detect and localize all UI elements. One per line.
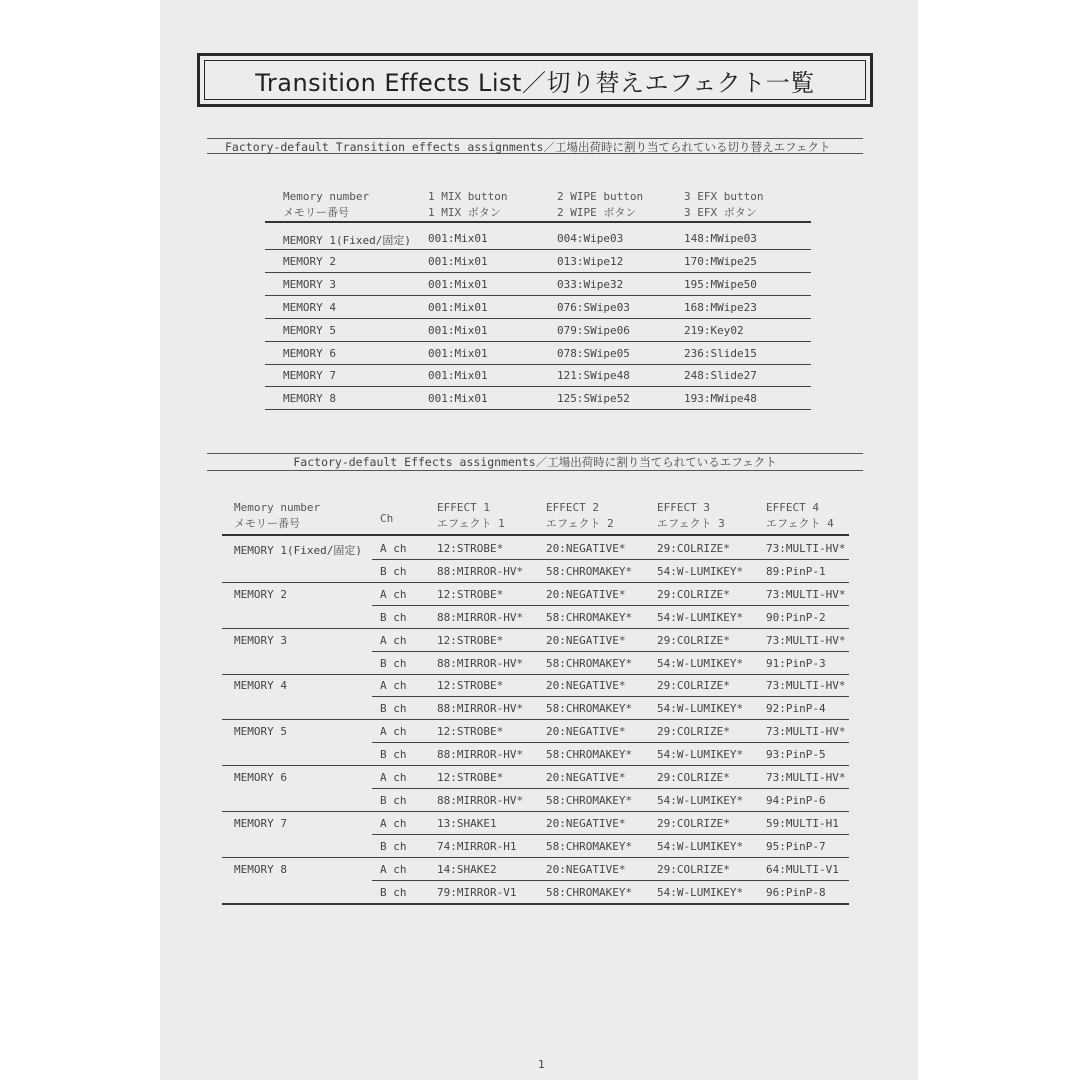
channel-label: B ch: [380, 656, 407, 670]
effect-cell: 001:Mix01: [428, 346, 488, 360]
row-divider: [265, 249, 811, 250]
effect-cell: 64:MULTI-V1: [766, 862, 839, 876]
effect-cell: 93:PinP-5: [766, 748, 826, 762]
column-header-en: EFFECT 1: [437, 501, 490, 514]
effect-cell: 73:MULTI-HV*: [766, 725, 846, 739]
effect-cell: 004:Wipe03: [557, 232, 624, 245]
channel-label: A ch: [380, 542, 407, 555]
column-header-en: 3 EFX button: [684, 190, 764, 203]
effect-cell: 29:COLRIZE*: [657, 771, 730, 784]
effect-cell: 88:MIRROR-HV*: [437, 702, 524, 716]
channel-label: A ch: [380, 862, 407, 876]
effect-cell: 94:PinP-6: [766, 794, 826, 807]
effect-cell: 13:SHAKE1: [437, 816, 497, 830]
effect-cell: 013:Wipe12: [557, 254, 624, 268]
column-header-en: Ch: [380, 512, 394, 525]
effect-cell: 73:MULTI-HV*: [766, 679, 846, 693]
document-page: [160, 0, 918, 1080]
effect-cell: 12:STROBE*: [437, 771, 504, 784]
channel-label: A ch: [380, 633, 407, 647]
effect-cell: 078:SWipe05: [557, 346, 630, 360]
effect-cell: 88:MIRROR-HV*: [437, 748, 524, 762]
column-header-ja: メモリー番号: [283, 206, 349, 219]
effect-cell: 29:COLRIZE*: [657, 816, 730, 830]
column-header-en: EFFECT 3: [657, 501, 710, 514]
row-divider: [372, 696, 849, 697]
effect-cell: 91:PinP-3: [766, 656, 826, 670]
group-divider: [222, 857, 849, 858]
memory-label: MEMORY 3: [283, 277, 336, 291]
title-box: [197, 53, 873, 107]
effect-cell: 14:SHAKE2: [437, 862, 497, 876]
memory-label: MEMORY 6: [234, 771, 287, 784]
effect-cell: 54:W-LUMIKEY*: [657, 610, 744, 624]
effect-cell: 73:MULTI-HV*: [766, 587, 846, 601]
memory-label: MEMORY 1(Fixed/固定): [283, 234, 411, 247]
row-divider: [372, 880, 849, 881]
effect-cell: 96:PinP-8: [766, 885, 826, 899]
column-header-ja: エフェクト 1: [437, 517, 505, 530]
column-header-en: EFFECT 2: [546, 501, 599, 514]
column-header-ja: メモリー番号: [234, 517, 300, 530]
effect-cell: 58:CHROMAKEY*: [546, 565, 633, 578]
effect-cell: 88:MIRROR-HV*: [437, 794, 524, 807]
effect-cell: 076:SWipe03: [557, 300, 630, 314]
effect-cell: 29:COLRIZE*: [657, 542, 730, 555]
row-divider: [265, 386, 811, 387]
effect-cell: 29:COLRIZE*: [657, 633, 730, 647]
row-divider: [265, 364, 811, 365]
effect-cell: 20:NEGATIVE*: [546, 679, 626, 693]
effect-cell: 88:MIRROR-HV*: [437, 656, 524, 670]
memory-label: MEMORY 2: [234, 587, 287, 601]
channel-label: B ch: [380, 794, 407, 807]
column-header-ja: エフェクト 4: [766, 517, 834, 530]
header-divider: [222, 534, 849, 536]
effect-cell: 73:MULTI-HV*: [766, 633, 846, 647]
effect-cell: 73:MULTI-HV*: [766, 542, 846, 555]
memory-label: MEMORY 3: [234, 633, 287, 647]
effect-cell: 73:MULTI-HV*: [766, 771, 846, 784]
effect-cell: 29:COLRIZE*: [657, 679, 730, 693]
memory-label: MEMORY 8: [283, 392, 336, 406]
column-header-ja: エフェクト 2: [546, 517, 614, 530]
effect-cell: 121:SWipe48: [557, 369, 630, 383]
effect-cell: 90:PinP-2: [766, 610, 826, 624]
section2-heading: Factory-default Effects assignments／工場出荷時に割り当てられているエフェクト: [207, 453, 863, 471]
column-header: [234, 500, 320, 532]
column-header: [380, 511, 393, 527]
column-header-en: 1 MIX button: [428, 190, 508, 203]
effect-cell: 88:MIRROR-HV*: [437, 610, 524, 624]
effect-cell: 88:MIRROR-HV*: [437, 565, 524, 578]
effect-cell: 20:NEGATIVE*: [546, 862, 626, 876]
group-divider: [222, 674, 849, 675]
effect-cell: 20:NEGATIVE*: [546, 725, 626, 739]
row-divider: [372, 559, 849, 560]
channel-label: B ch: [380, 839, 407, 853]
column-header: [766, 500, 834, 532]
channel-label: B ch: [380, 702, 407, 716]
effect-cell: 54:W-LUMIKEY*: [657, 839, 744, 853]
memory-label: MEMORY 4: [283, 300, 336, 314]
effect-cell: 125:SWipe52: [557, 392, 630, 406]
column-header: [546, 500, 614, 532]
memory-label: MEMORY 6: [283, 346, 336, 360]
effect-cell: 59:MULTI-H1: [766, 816, 839, 830]
channel-label: B ch: [380, 885, 407, 899]
effect-cell: 219:Key02: [684, 323, 744, 337]
section1-heading: Factory-default Transition effects assignments／工場出荷時に割り当てられている切り替えエフェクト: [207, 138, 863, 154]
page-number: 1: [538, 1058, 545, 1071]
row-divider: [372, 742, 849, 743]
column-header-ja: 1 MIX ボタン: [428, 206, 501, 219]
effect-cell: 20:NEGATIVE*: [546, 587, 626, 601]
effect-cell: 58:CHROMAKEY*: [546, 885, 633, 899]
effect-cell: 195:MWipe50: [684, 277, 757, 291]
header-divider: [265, 221, 811, 223]
effect-cell: 29:COLRIZE*: [657, 862, 730, 876]
effect-cell: 001:Mix01: [428, 232, 488, 245]
memory-label: MEMORY 8: [234, 862, 287, 876]
effect-cell: 58:CHROMAKEY*: [546, 839, 633, 853]
effect-cell: 001:Mix01: [428, 369, 488, 383]
effect-cell: 92:PinP-4: [766, 702, 826, 716]
effect-cell: 079:SWipe06: [557, 323, 630, 337]
effect-cell: 236:Slide15: [684, 346, 757, 360]
effect-cell: 58:CHROMAKEY*: [546, 656, 633, 670]
effect-cell: 001:Mix01: [428, 254, 488, 268]
channel-label: B ch: [380, 610, 407, 624]
row-divider: [265, 341, 811, 342]
effect-cell: 001:Mix01: [428, 323, 488, 337]
effect-cell: 148:MWipe03: [684, 232, 757, 245]
effect-cell: 193:MWipe48: [684, 392, 757, 406]
channel-label: A ch: [380, 771, 407, 784]
effect-cell: 001:Mix01: [428, 300, 488, 314]
group-divider: [222, 903, 849, 905]
column-header-ja: 2 WIPE ボタン: [557, 206, 637, 219]
effect-cell: 12:STROBE*: [437, 679, 504, 693]
column-header: [684, 189, 763, 221]
channel-label: B ch: [380, 565, 407, 578]
effect-cell: 001:Mix01: [428, 277, 488, 291]
effect-cell: 12:STROBE*: [437, 587, 504, 601]
effect-cell: 29:COLRIZE*: [657, 725, 730, 739]
channel-label: A ch: [380, 679, 407, 693]
row-divider: [265, 318, 811, 319]
effect-cell: 20:NEGATIVE*: [546, 542, 626, 555]
column-header: [657, 500, 725, 532]
effect-cell: 79:MIRROR-V1: [437, 885, 517, 899]
effect-cell: 12:STROBE*: [437, 633, 504, 647]
effect-cell: 58:CHROMAKEY*: [546, 702, 633, 716]
group-divider: [222, 811, 849, 812]
column-header-en: Memory number: [283, 190, 370, 203]
row-divider: [372, 788, 849, 789]
group-divider: [222, 765, 849, 766]
effect-cell: 20:NEGATIVE*: [546, 816, 626, 830]
channel-label: A ch: [380, 587, 407, 601]
column-header: [557, 189, 643, 221]
effect-cell: 58:CHROMAKEY*: [546, 748, 633, 762]
memory-label: MEMORY 4: [234, 679, 287, 693]
effect-cell: 033:Wipe32: [557, 277, 624, 291]
row-divider: [265, 409, 811, 410]
effect-cell: 248:Slide27: [684, 369, 757, 383]
effect-cell: 89:PinP-1: [766, 565, 826, 578]
effect-cell: 54:W-LUMIKEY*: [657, 794, 744, 807]
effect-cell: 54:W-LUMIKEY*: [657, 885, 744, 899]
channel-label: B ch: [380, 748, 407, 762]
column-header-en: 2 WIPE button: [557, 190, 644, 203]
effect-cell: 74:MIRROR-H1: [437, 839, 517, 853]
memory-label: MEMORY 7: [234, 816, 287, 830]
column-header: [283, 189, 369, 221]
column-header-en: EFFECT 4: [766, 501, 819, 514]
effect-cell: 95:PinP-7: [766, 839, 826, 853]
effect-cell: 20:NEGATIVE*: [546, 633, 626, 647]
row-divider: [372, 834, 849, 835]
column-header: [428, 189, 507, 221]
row-divider: [372, 605, 849, 606]
effect-cell: 54:W-LUMIKEY*: [657, 702, 744, 716]
effect-cell: 20:NEGATIVE*: [546, 771, 626, 784]
group-divider: [222, 582, 849, 583]
memory-label: MEMORY 5: [234, 725, 287, 739]
effect-cell: 58:CHROMAKEY*: [546, 794, 633, 807]
channel-label: A ch: [380, 816, 407, 830]
column-header: [437, 500, 505, 532]
channel-label: A ch: [380, 725, 407, 739]
memory-label: MEMORY 1(Fixed/固定): [234, 544, 362, 557]
group-divider: [222, 628, 849, 629]
effect-cell: 29:COLRIZE*: [657, 587, 730, 601]
effect-cell: 54:W-LUMIKEY*: [657, 565, 744, 578]
memory-label: MEMORY 7: [283, 369, 336, 383]
effect-cell: 54:W-LUMIKEY*: [657, 748, 744, 762]
effect-cell: 58:CHROMAKEY*: [546, 610, 633, 624]
row-divider: [372, 651, 849, 652]
effect-cell: 54:W-LUMIKEY*: [657, 656, 744, 670]
group-divider: [222, 719, 849, 720]
effect-cell: 12:STROBE*: [437, 725, 504, 739]
effect-cell: 168:MWipe23: [684, 300, 757, 314]
column-header-en: Memory number: [234, 501, 321, 514]
effect-cell: 12:STROBE*: [437, 542, 504, 555]
memory-label: MEMORY 2: [283, 254, 336, 268]
effect-cell: 001:Mix01: [428, 392, 488, 406]
row-divider: [265, 295, 811, 296]
page-title: Transition Effects List／切り替えエフェクト一覧: [204, 60, 866, 100]
column-header-ja: 3 EFX ボタン: [684, 206, 757, 219]
row-divider: [265, 272, 811, 273]
effect-cell: 170:MWipe25: [684, 254, 757, 268]
memory-label: MEMORY 5: [283, 323, 336, 337]
column-header-ja: エフェクト 3: [657, 517, 725, 530]
